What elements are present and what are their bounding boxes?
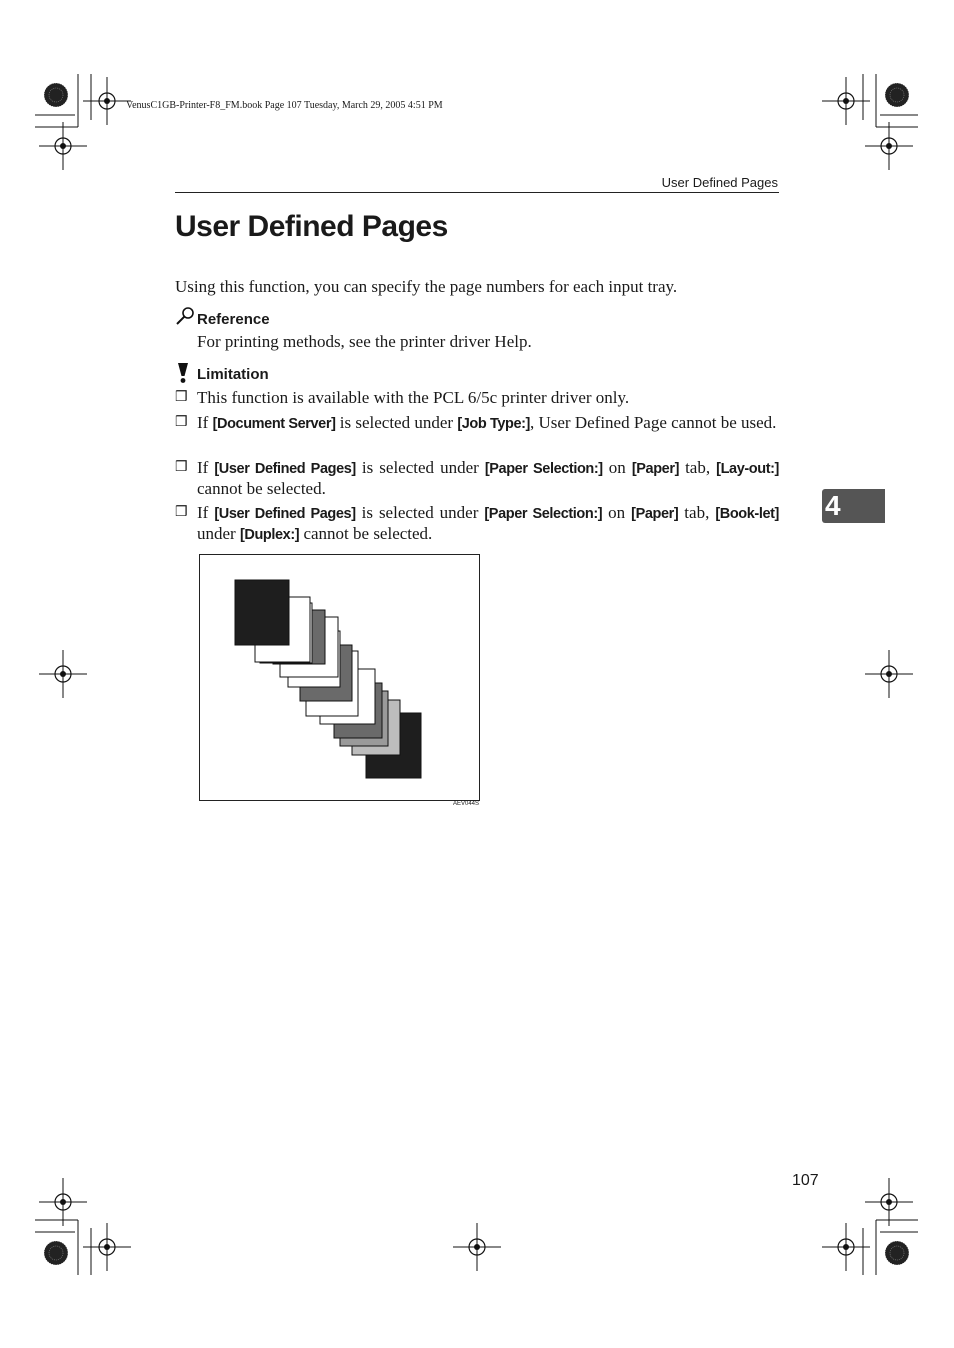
ui-term: [Paper Selection:] xyxy=(484,461,603,477)
ui-term: [Document Server] xyxy=(212,416,336,432)
figure-code: AEV044S xyxy=(453,801,480,807)
ui-term: [Job Type:] xyxy=(457,416,530,432)
ui-term: [User Defined Pages] xyxy=(214,461,356,477)
checkbox-bullet-icon: ❒ xyxy=(175,505,188,520)
reference-text: For printing methods, see the printer driver Help. xyxy=(197,332,532,351)
limitation-item: ❒ This function is available with the PCL 6/5c printer driver only. xyxy=(175,388,630,407)
page-sheet xyxy=(235,580,289,645)
limitation-item: ❒ If [User Defined Pages] is selected under [Paper Selection:] on [Paper] tab, [Lay-out:] cannot be selected. xyxy=(175,458,779,498)
print-info: VenusC1GB-Printer-F8_FM.book Page 107 Tuesday, March 29, 2005 4:51 PM xyxy=(126,100,443,111)
page-title: User Defined Pages xyxy=(175,210,448,243)
header-rule xyxy=(175,192,779,193)
figure-frame xyxy=(199,554,480,801)
intro-paragraph: Using this function, you can specify the page numbers for each input tray. xyxy=(175,277,678,296)
chapter-tab-label: 4 xyxy=(825,490,841,521)
ui-term: [Duplex:] xyxy=(239,527,300,543)
ui-term: [Lay-out:] xyxy=(716,461,779,477)
limitation-item: ❒ If [Document Server] is selected under [Job Type:], User Defined Page cannot be used. xyxy=(175,413,777,432)
page-number: 107 xyxy=(792,1172,819,1189)
ui-term: [Paper] xyxy=(631,506,679,522)
ui-term: [Paper Selection:] xyxy=(484,506,603,522)
ui-term: [User Defined Pages] xyxy=(214,506,356,522)
running-head: User Defined Pages xyxy=(661,175,778,190)
ui-term: [Book-let] xyxy=(715,506,779,522)
limitation-item: ❒ If [User Defined Pages] is selected under [Paper Selection:] on [Paper] tab, [Book-let] under [Duplex:] cannot be selected. xyxy=(175,503,779,543)
checkbox-bullet-icon: ❒ xyxy=(175,390,188,405)
reference-heading: Reference xyxy=(197,311,270,328)
checkbox-bullet-icon: ❒ xyxy=(175,460,188,475)
stacked-pages-illustration xyxy=(200,555,479,800)
exclamation-icon xyxy=(176,362,190,384)
ui-term: [Paper] xyxy=(631,461,680,477)
checkbox-bullet-icon: ❒ xyxy=(175,415,188,430)
limitation-heading: Limitation xyxy=(197,366,269,383)
magnifier-icon xyxy=(175,306,195,326)
